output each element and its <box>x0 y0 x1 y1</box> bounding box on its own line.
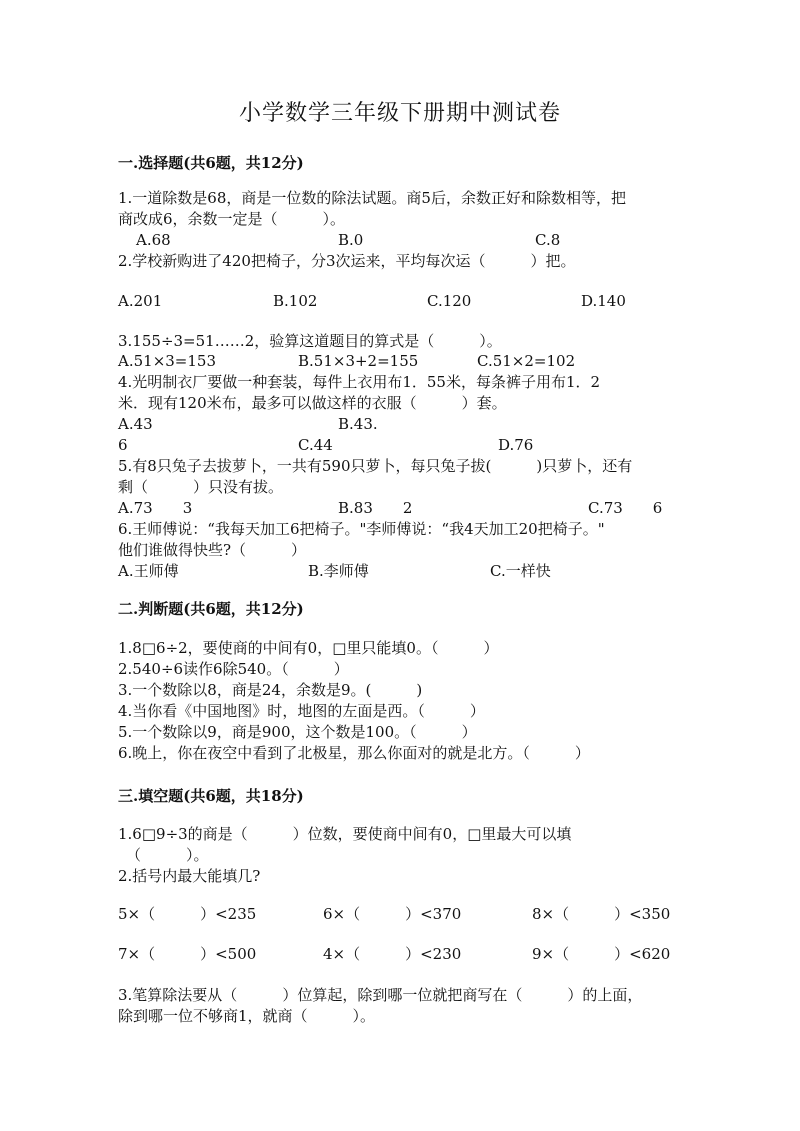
option-c: C.一样快 <box>490 562 551 580</box>
question-text: 1.8□6÷2，要使商的中间有0，□里只能填0。（ ） <box>118 639 499 657</box>
question-text: （ ）。 <box>126 846 209 864</box>
question-text: 4.当你看《中国地图》时，地图的左面是西。（ ） <box>118 702 485 720</box>
inequality-item: 8×（ ）<350 <box>532 905 671 923</box>
question-text: 1.6□9÷3的商是（ ）位数，要使商中间有0，□里最大可以填 <box>118 825 572 843</box>
question-text: 剩（ ）只没有拔。 <box>118 478 284 496</box>
question-text: 3.155÷3=51……2，验算这道题目的算式是（ ）。 <box>118 332 502 350</box>
inequality-item: 6×（ ）<370 <box>323 905 462 923</box>
option-d: D.140 <box>581 292 626 310</box>
option-b: B.李师傅 <box>308 562 369 580</box>
page-title: 小学数学三年级下册期中测试卷 <box>238 101 561 126</box>
option-d: D.76 <box>498 436 534 454</box>
question-text: 5.一个数除以9，商是900，这个数是100。（ ） <box>118 723 477 741</box>
option-a: A.王师傅 <box>118 562 179 580</box>
question-text: 3.笔算除法要从（ ）位算起，除到哪一位就把商写在（ ）的上面， <box>118 986 643 1004</box>
option-b: B.43. <box>338 415 378 433</box>
option-a: A.73 3 <box>118 499 193 517</box>
question-text: 5.有8只兔子去拔萝卜，一共有590只萝卜，每只兔子拔( )只萝卜，还有 <box>118 457 633 475</box>
question-text: 3.一个数除以8，商是24，余数是9。( ) <box>118 681 423 699</box>
question-text: 商改成6，余数一定是（ ）。 <box>118 210 346 228</box>
section-heading-choice: 一.选择题(共6题，共12分) <box>118 154 304 172</box>
question-text: 除到哪一位不够商1，就商（ ）。 <box>118 1007 376 1025</box>
option-b: B.0 <box>338 231 364 249</box>
option-b: B.102 <box>273 292 318 310</box>
option-c: C.73 6 <box>588 499 663 517</box>
question-text: 4.光明制衣厂要做一种套装，每件上衣用布1．55米，每条裤子用布1．2 <box>118 373 601 391</box>
option-c: C.120 <box>427 292 472 310</box>
section-heading-judge: 二.判断题(共6题，共12分) <box>118 600 304 618</box>
option-c: C.44 <box>298 436 333 454</box>
inequality-item: 9×（ ）<620 <box>532 945 671 963</box>
question-text: 1.一道除数是68，商是一位数的除法试题。商5后，余数正好和除数相等，把 <box>118 189 626 207</box>
question-text: 米．现有120米布，最多可以做这样的衣服（ ）套。 <box>118 394 507 412</box>
option-a: A.201 <box>118 292 163 310</box>
question-text: 2.括号内最大能填几? <box>118 867 261 885</box>
section-heading-fill: 三.填空题(共6题，共18分) <box>118 787 304 805</box>
question-text: 6.晚上，你在夜空中看到了北极星，那么你面对的就是北方。（ ） <box>118 744 590 762</box>
option-a: A.68 <box>136 231 171 249</box>
option-c: C.8 <box>535 231 561 249</box>
option-b: B.83 2 <box>338 499 413 517</box>
option-b-continued: 6 <box>118 436 128 454</box>
inequality-item: 4×（ ）<230 <box>323 945 462 963</box>
option-a: A.51×3=153 <box>118 352 216 370</box>
question-text: 他们谁做得快些?（ ） <box>118 541 307 559</box>
option-c: C.51×2=102 <box>477 352 576 370</box>
option-a: A.43 <box>118 415 153 433</box>
inequality-item: 5×（ ）<235 <box>118 905 257 923</box>
question-text: 2.540÷6读作6除540。（ ） <box>118 660 349 678</box>
question-text: 6.王师傅说：“我每天加工6把椅子。"李师傅说：“我4天加工20把椅子。" <box>118 520 605 538</box>
question-text: 2.学校新购进了420把椅子，分3次运来，平均每次运（ ）把。 <box>118 252 576 270</box>
inequality-item: 7×（ ）<500 <box>118 945 257 963</box>
option-b: B.51×3+2=155 <box>298 352 419 370</box>
